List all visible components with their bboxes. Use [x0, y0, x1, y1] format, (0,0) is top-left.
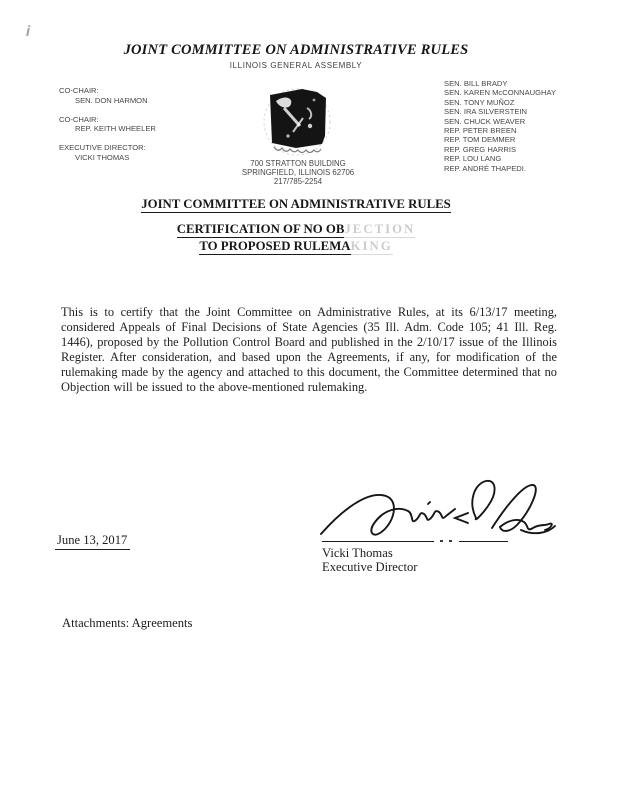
- member-line: REP. PETER BREEN: [444, 126, 517, 136]
- official-name: SEN. DON HARMON: [75, 95, 148, 105]
- date-line: June 13, 2017: [55, 533, 130, 550]
- signature-line-mark: [449, 540, 452, 542]
- member-line: REP. GREG HARRIS: [444, 144, 517, 154]
- committee-heading-text: JOINT COMMITTEE ON ADMINISTRATIVE RULES: [141, 197, 451, 211]
- member-line: SEN. BILL BRADY: [444, 79, 508, 88]
- officials-column: [59, 86, 156, 172]
- certification-heading-visible: CERTIFICATION OF NO OB: [176, 222, 345, 236]
- certification-body-paragraph: This is to certify that the Joint Committee on Administrative Rules, at its 6/13/17 meeting, considered Appeals of Final Decisions of State Agencies (35 Ill. Adm. Code 105; 41 Ill. Reg. 1446), proposed by the Pollution Control Board and published in the 2/10/17 issue of the Illinois Register. After consideration, and based upon the Agreements, if any, for modification of the rulemaking made by the agency and attached to this document, the Committee determined that no Objection will be issued to the above-mentioned rulemaking.: [61, 305, 557, 394]
- org-subtitle: ILLINOIS GENERAL ASSEMBLY: [229, 61, 363, 70]
- member-line: REP. TOM DEMMER: [444, 135, 516, 145]
- address-building: 700 STRATTON BUILDING: [250, 159, 346, 168]
- member-line: SEN. CHUCK WEAVER: [444, 116, 526, 126]
- certification-heading-faded: JECTION: [344, 222, 416, 236]
- member-line: SEN. KAREN McCONNAUGHAY: [444, 88, 557, 98]
- certification-heading-visible: TO PROPOSED RULEMA: [199, 239, 351, 253]
- address-block: [228, 159, 368, 186]
- official-name: REP. KEITH WHEELER: [75, 124, 156, 134]
- official-name: VICKI THOMAS: [75, 152, 130, 162]
- member-line: REP. LOU LANG: [444, 154, 502, 164]
- official-cochair-2: [59, 115, 156, 135]
- illinois-seal-icon: [262, 86, 332, 165]
- member-line: SEN. IRA SILVERSTEIN: [444, 107, 527, 117]
- signature-line: [322, 541, 434, 542]
- signature-line: [459, 541, 508, 542]
- official-label: CO-CHAIR:: [59, 86, 99, 95]
- attachments-line: Attachments: Agreements: [62, 616, 193, 630]
- official-label: CO-CHAIR:: [59, 114, 99, 124]
- signer-name: Vicki Thomas: [322, 546, 393, 560]
- signature-icon: [316, 476, 558, 549]
- official-executive-director: [59, 143, 156, 163]
- members-column: [444, 79, 556, 173]
- signer-title: Executive Director: [322, 560, 418, 574]
- address-phone: 217/785-2254: [273, 177, 323, 186]
- certification-heading-faded: KING: [350, 239, 393, 253]
- certification-heading-line1: [0, 222, 592, 237]
- official-cochair-1: [59, 86, 156, 106]
- signature-line-mark: [440, 540, 443, 542]
- scan-artifact: [26, 28, 30, 36]
- member-line: REP. ANDRÉ THAPEDI.: [444, 163, 527, 173]
- committee-heading: [0, 197, 592, 212]
- member-line: SEN. TONY MUÑOZ: [444, 97, 515, 107]
- address-city: SPRINGFIELD, ILLINOIS 62706: [241, 168, 355, 177]
- org-title: JOINT COMMITTEE ON ADMINISTRATIVE RULES: [123, 42, 469, 58]
- certification-heading-line2: [0, 239, 592, 254]
- official-label: EXECUTIVE DIRECTOR:: [59, 143, 146, 153]
